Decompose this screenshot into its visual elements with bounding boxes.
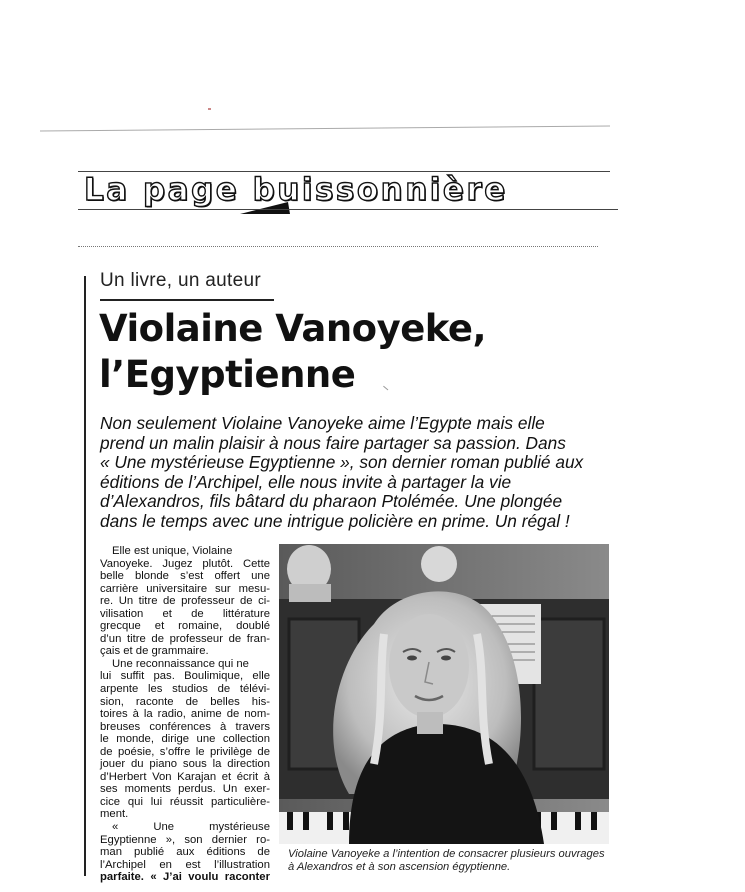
body-line: l’Archipel en est l’illustration	[100, 858, 270, 871]
lead-line: « Une mystérieuse Egyptienne », son dernier roman publié aux	[100, 452, 584, 473]
caption-line: Violaine Vanoyeke a l’intention de consacrer plusieurs ouvrages	[288, 848, 605, 860]
body-line: Egyptienne », son dernier ro-	[100, 833, 270, 846]
photo-caption	[288, 848, 618, 874]
lead-line: dans le temps avec une intrigue policière en prime. Un régal !	[100, 510, 570, 531]
headline	[99, 306, 619, 398]
headline-line: Violaine Vanoyeke,	[99, 307, 487, 350]
scan-speck	[208, 108, 211, 110]
caption-line: à Alexandros et à son ascension égyptienne.	[288, 861, 511, 873]
lead-line: Non seulement Violaine Vanoyeke aime l’Egypte mais elle	[100, 413, 545, 433]
lead-paragraph	[100, 414, 615, 532]
body-line: ses moments perdus. Un exer-	[100, 783, 270, 796]
top-divider	[40, 126, 610, 132]
lead-line: d’Alexandros, fils bâtard du pharaon Ptolémée. Une plongée	[100, 491, 563, 512]
body-line: re. Un titre de professeur de ci-	[100, 595, 270, 608]
body-line: belle blonde s’est offert une	[100, 570, 270, 583]
section-banner: La page buissonnière	[84, 172, 508, 208]
headline-line: l’Egyptienne	[99, 353, 356, 396]
body-line: breuses conférences à travers	[100, 720, 270, 733]
lead-line: éditions de l’Archipel, elle nous invite à partager la vie	[100, 471, 512, 492]
body-line: « Une mystérieuse	[112, 821, 270, 834]
body-line: çais et de grammaire.	[100, 645, 209, 658]
column-rule	[84, 276, 86, 876]
dotted-divider	[78, 246, 598, 247]
body-line: jouer du piano sous la direction	[100, 758, 270, 771]
body-line: d’un titre de professeur de fran-	[100, 632, 270, 645]
body-line: parfaite. « J’ai voulu raconter	[100, 871, 270, 884]
body-line: de poésie, s’offre le privilège de	[100, 745, 270, 758]
body-line: le monde, dirige une collection	[100, 733, 270, 746]
body-line: grecque et romaine, doublé	[100, 620, 270, 633]
body-line: Une reconnaissance qui ne	[112, 657, 249, 670]
rubric-underline	[100, 299, 274, 301]
banner-bottom-rule	[78, 209, 618, 210]
body-line: d’Herbert Von Karajan et écrit à	[100, 770, 270, 783]
banner-swoosh-icon	[240, 196, 300, 216]
author-photo	[279, 544, 609, 844]
body-column	[100, 545, 270, 884]
body-line: vilisation et de littérature	[100, 607, 270, 620]
body-line: Vanoyeke. Jugez plutôt. Cette	[100, 557, 270, 570]
body-line: Elle est unique, Violaine	[112, 545, 233, 557]
body-line: carrière universitaire sur mesu-	[100, 582, 270, 595]
body-line: ment.	[100, 808, 129, 821]
body-line: toires à la radio, anime de nom-	[100, 708, 270, 721]
author-photo-image	[279, 544, 609, 844]
body-line: arpente les studios de télévi-	[100, 683, 270, 696]
body-line: lui suffit pas. Boulimique, elle	[100, 670, 270, 683]
body-line: man publié aux éditions de	[100, 846, 270, 859]
rubric-label: Un livre, un auteur	[100, 270, 261, 291]
lead-line: prend un malin plaisir à nous faire partager sa passion. Dans	[100, 432, 566, 453]
body-line: sion, raconte de belles his-	[100, 695, 270, 708]
body-line: cice qui lui réussit particulière-	[100, 795, 270, 808]
